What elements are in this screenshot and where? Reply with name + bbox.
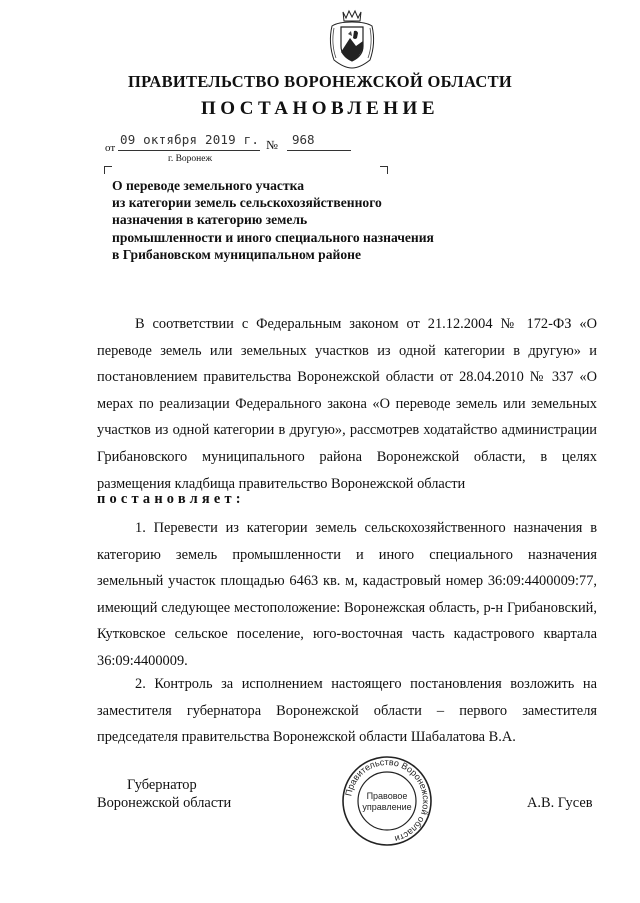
date-underline <box>118 150 260 151</box>
subject-line: промышленности и иного специального назначения <box>112 229 434 245</box>
preamble-text: В соответствии с Федеральным законом от 21.12.2004 № 172-ФЗ «О переводе земель или земельных участков из одной категории в другую» и постановлением правительства Воронежской области от 28.04.2010 № 337 «О мерах по реализации Федерального закона «О переводе земель или земельных участков из одной категории в другую», рассмотрев ходатайство администрации Грибановского муниципального района Воронежской области, в целях размещения кладбища правительство Воронежской области <box>97 316 597 492</box>
number-label: № <box>266 138 278 152</box>
subject-corner-left <box>104 166 112 174</box>
subject-line: в Грибановском муниципальном районе <box>112 246 362 262</box>
stamp-center-line2: управление <box>362 802 412 812</box>
item-1-text: 1. Перевести из категории земель сельскохозяйственного назначения в категорию земель промышленности и иного специального назначения земельный участок площадью 6463 кв. м, кадастровый номер 36:09:4400009:77, имеющий следующее местоположение: Воронежская область, р-н Грибановский, Кутковское сельское поселение, юго-восточная часть кадастрового квартала 36:09:4400009. <box>97 520 597 669</box>
decree-title: ПОСТАНОВЛЕНИЕ <box>200 98 440 119</box>
decree-number: 968 <box>292 132 315 147</box>
decree-date: 09 октября 2019 г. <box>120 132 260 147</box>
number-underline <box>287 150 351 151</box>
subject-line: из категории земель сельскохозяйственного <box>112 195 382 211</box>
signatory-name: А.В. Гусев <box>527 795 593 811</box>
subject-line: О переводе земельного участка <box>112 178 305 193</box>
item-2-paragraph <box>97 671 597 751</box>
subject-line: назначения в категорию земель <box>112 212 308 228</box>
government-title: ПРАВИТЕЛЬСТВО ВОРОНЕЖСКОЙ ОБЛАСТИ <box>127 72 513 91</box>
signatory-position-line1: Губернатор <box>127 777 197 793</box>
signatory-position-line2: Воронежской области <box>97 795 232 811</box>
resolves-label: постановляет: <box>97 491 245 507</box>
subject-corner-right <box>380 166 388 174</box>
item-2-text: 2. Контроль за исполнением настоящего постановления возложить на заместителя губернатора Воронежской области – первого заместителя председателя правительства Воронежской области Шабалатова В.А. <box>97 676 597 746</box>
preamble-paragraph <box>97 311 597 497</box>
decree-subject <box>112 177 434 263</box>
coat-of-arms-icon <box>326 8 378 70</box>
stamp-ring-text: Правительство Воронежской области <box>343 756 432 845</box>
date-from-label: от <box>105 142 116 154</box>
city-label: г. Воронеж <box>168 154 213 164</box>
official-stamp <box>341 755 433 847</box>
stamp-center-line1: Правовое <box>366 791 408 801</box>
item-1-paragraph <box>97 515 597 675</box>
